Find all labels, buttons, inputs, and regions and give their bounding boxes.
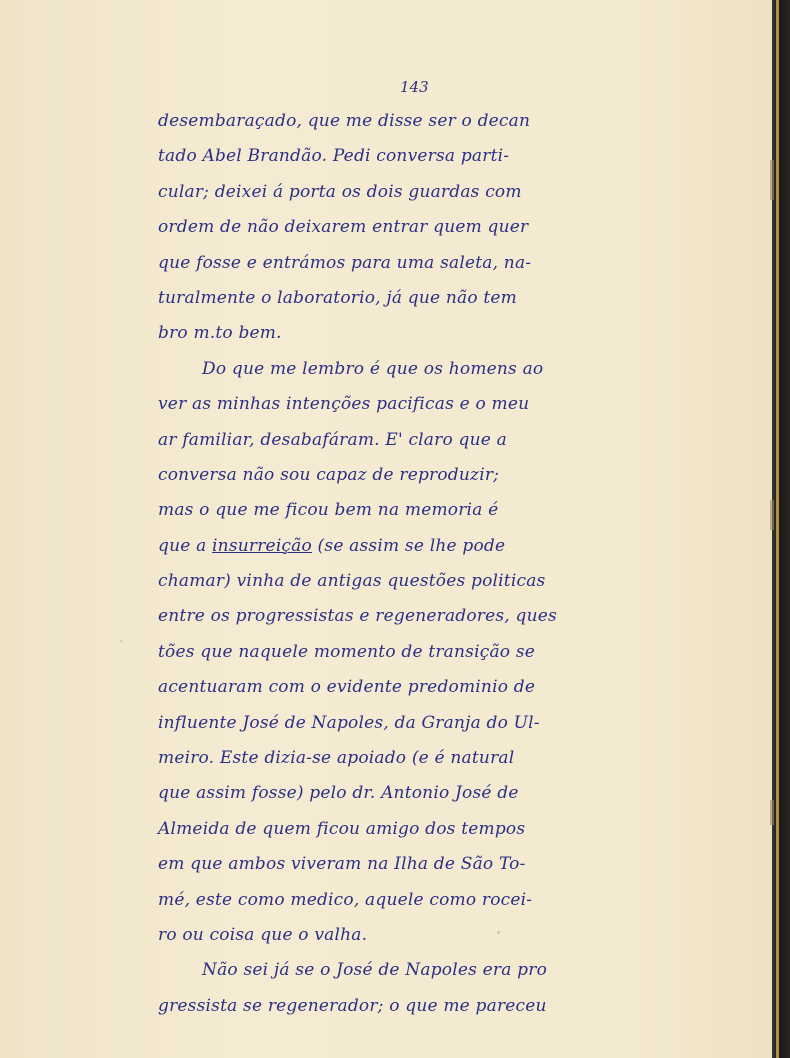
manuscript-line: mas o que me ficou bem na memoria é [158,500,499,521]
manuscript-line: que assim fosse) pelo dr. Antonio José de [158,783,519,804]
manuscript-line: influente José de Napoles, da Granja do Ul- [158,712,540,733]
manuscript-line: Não sei já se o José de Napoles era pro [202,960,548,981]
manuscript-line: gressista se regenerador; o que me pareceu [158,995,547,1016]
manuscript-line: ver as minhas intenções pacificas e o meu [158,394,530,415]
page-number: 143 [400,78,429,96]
paper-speck [497,931,500,934]
manuscript-line: que fosse e entrámos para uma saleta, na- [158,252,532,273]
paper-speck [120,640,122,642]
manuscript-line: tões que naquele momento de transição se [158,641,536,662]
binding-thread [776,0,779,1058]
line-text-segment: que a [158,535,213,556]
manuscript-line: em que ambos viveram na Ilha de São To- [158,854,526,875]
manuscript-line: acentuaram com o evidente predominio de [158,677,536,698]
page-edge-mark [770,500,774,530]
page-edge-mark [770,160,774,200]
manuscript-line [158,529,678,564]
manuscript-line: meiro. Este dizia-se apoiado (e é natural [158,748,515,769]
manuscript-line: ar familiar, desabafáram. E' claro que a [158,429,507,450]
manuscript-line: turalmente o laboratorio, já que não tem [158,287,518,308]
manuscript-line: tado Abel Brandão. Pedi conversa parti- [158,146,510,167]
manuscript-line: Almeida de quem ficou amigo dos tempos [158,818,526,839]
manuscript-line: bro m.to bem. [158,323,282,344]
manuscript-line: chamar) vinha de antigas questões politicas [158,571,546,592]
manuscript-line: ordem de não deixarem entrar quem quer [158,217,529,238]
page-edge-mark [770,800,774,825]
manuscript-line: conversa não sou capaz de reproduzir; [158,464,500,485]
manuscript-line: mé, este como medico, aquele como rocei- [158,889,533,910]
manuscript-line: ro ou coisa que o valha. [158,924,368,945]
manuscript-line: cular; deixei á porta os dois guardas com [158,181,522,202]
manuscript-line: entre os progressistas e regeneradores, ques [158,606,557,627]
handwritten-text-block [158,104,678,1024]
manuscript-line: desembaraçado, que me disse ser o decan [158,111,531,131]
line-text-segment: (se assim se lhe pode [311,535,506,556]
book-spine-edge [772,0,790,1058]
manuscript-line: Do que me lembro é que os homens ao [202,358,544,379]
underlined-word: insurreição [212,535,312,556]
